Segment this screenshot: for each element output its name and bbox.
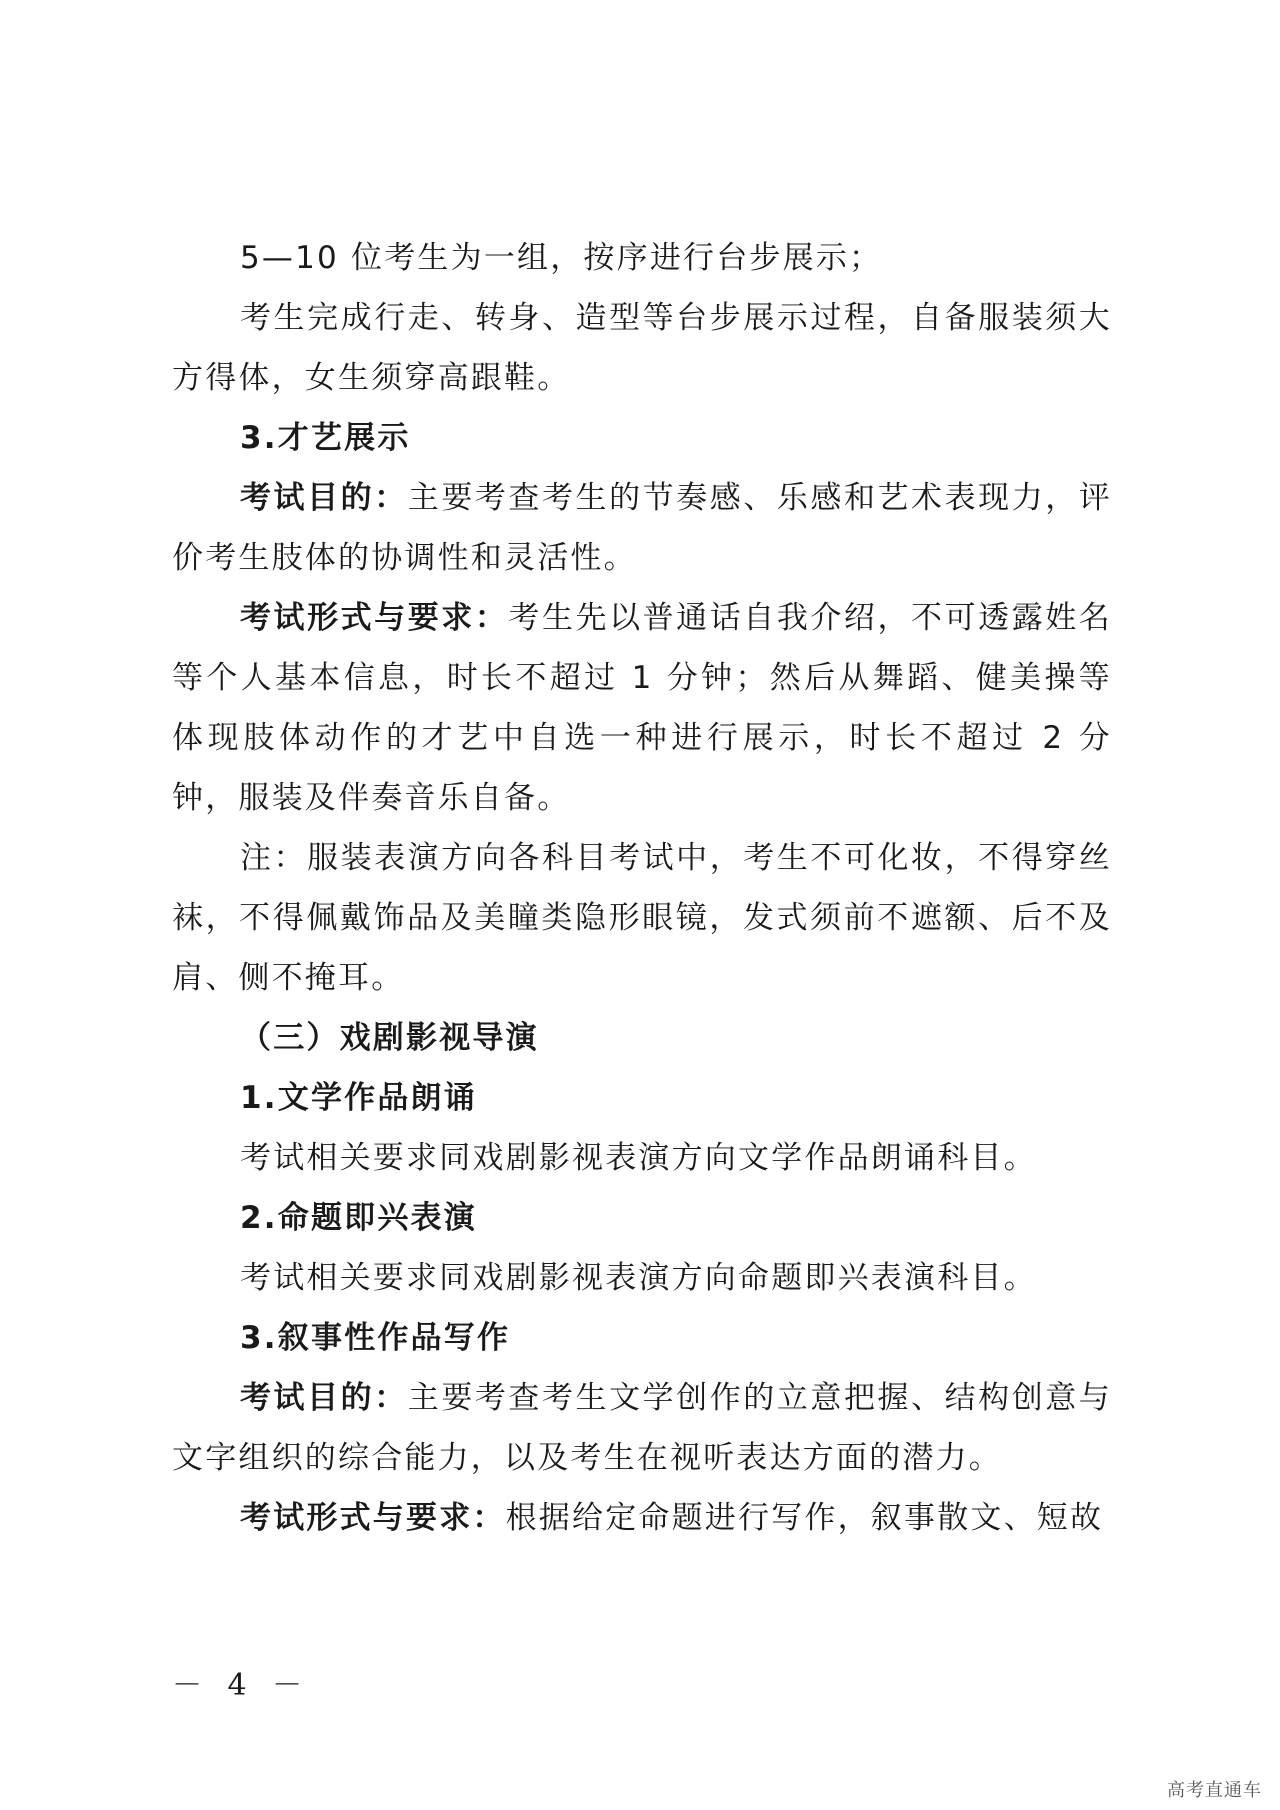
heading-text: 1.文学作品朗诵	[240, 1080, 477, 1116]
paragraph-text: 根据给定命题进行写作，叙事散文、短故	[505, 1500, 1104, 1536]
paragraph	[172, 1488, 1112, 1548]
section-heading	[172, 408, 1112, 468]
paragraph	[172, 1248, 1112, 1308]
paragraph	[172, 228, 1112, 288]
paragraph-lead: 考试形式与要求：	[240, 1500, 506, 1536]
watermark: 高考直通车	[1167, 1780, 1262, 1801]
paragraph-text: 注：服装表演方向各科目考试中，考生不可化妆，不得穿丝袜，不得佩戴饰品及美瞳类隐形眼镜，发式须前不遮额、后不及肩、侧不掩耳。	[172, 840, 1112, 996]
subsection-heading	[172, 1068, 1112, 1128]
paragraph-lead: 考试形式与要求：	[240, 600, 509, 636]
heading-text: （三）戏剧影视导演	[240, 1020, 539, 1056]
paragraph	[172, 588, 1112, 828]
paragraph-lead: 考试目的：	[240, 480, 408, 516]
paragraph-text: 考试相关要求同戏剧影视表演方向文学作品朗诵科目。	[240, 1140, 1037, 1176]
document-body	[172, 228, 1112, 1548]
paragraph-text: 主要考查考生的节奏感、乐感和艺术表现力，评价考生肢体的协调性和灵活性。	[172, 480, 1113, 576]
heading-text: 3.叙事性作品写作	[240, 1320, 511, 1356]
paragraph	[172, 468, 1112, 588]
subsection-heading	[172, 1308, 1112, 1368]
note-paragraph	[172, 828, 1112, 1008]
paragraph	[172, 1368, 1112, 1488]
paragraph-text: 考生先以普通话自我介绍，不可透露姓名等个人基本信息，时长不超过 1 分钟；然后从舞蹈、健美操等体现肢体动作的才艺中自选一种进行展示，时长不超过 2 分钟，服装及伴奏音乐自备。	[172, 600, 1112, 816]
paragraph	[172, 1128, 1112, 1188]
heading-text: 3.才艺展示	[240, 420, 411, 456]
paragraph-text: 主要考查考生文学创作的立意把握、结构创意与文字组织的综合能力，以及考生在视听表达方面的潜力。	[172, 1380, 1113, 1476]
heading-text: 2.命题即兴表演	[240, 1200, 477, 1236]
paragraph-text: 5—10 位考生为一组，按序进行台步展示；	[240, 240, 883, 276]
paragraph-text: 考生完成行走、转身、造型等台步展示过程，自备服装须大方得体，女生须穿高跟鞋。	[172, 300, 1112, 396]
paragraph-lead: 考试目的：	[240, 1380, 408, 1416]
section-heading	[172, 1008, 1112, 1068]
paragraph	[172, 288, 1112, 408]
subsection-heading	[172, 1188, 1112, 1248]
paragraph-text: 考试相关要求同戏剧影视表演方向命题即兴表演科目。	[240, 1260, 1037, 1296]
page-number: － 4 －	[172, 1668, 311, 1703]
